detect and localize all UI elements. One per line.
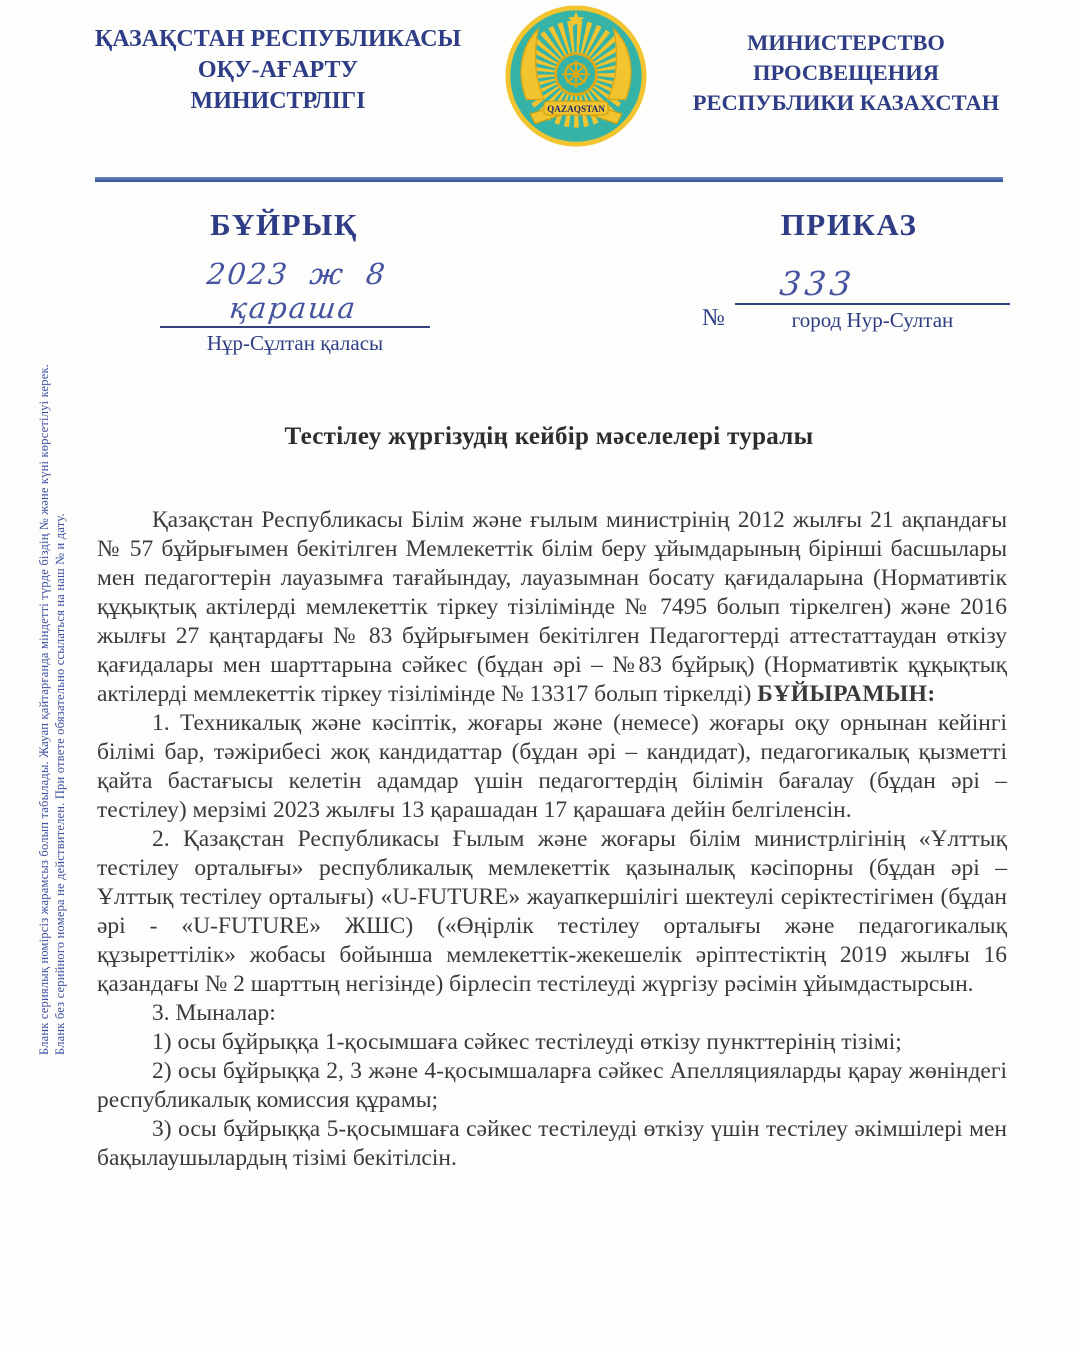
paragraph-item-2: 2. Қазақстан Республикасы Ғылым және жоғары білім министрлігінің «Ұлттық тестілеу орталығы» республикалық мемлекеттік қазыналық кәсіпорны (бұдан әрі – Ұлттық тестілеу орталығы) «U-FUTURE» жауапкершілігі шектеулі серіктестігімен (бұдан әрі - «U-FUTURE» ЖШС) («Өңірлік тестілеу орталығы және педагогикалық құзыреттілік» жобасы бойынша мемлекеттік-жекешелік әріптестіктің 2019 жылғы 16 қазандағы № 2 шарттың негізінде) бірлесіп тестілеуді жүргізу рәсімін ұйымдастырсын. [97, 826, 1007, 997]
ministry-name-russian-line3: РЕСПУБЛИКИ КАЗАХСТАН [692, 90, 1000, 115]
serial-blank-note-kk: Бланк сериялық номірсіз жарамсыз болып табылады. Жауап қайтарғанда міндетті түрде біздің № және күні көрсетілуі керек. [37, 363, 51, 1055]
ministry-name-russian-line2: ПРОСВЕЩЕНИЯ [752, 60, 940, 85]
handwritten-date: 2023 ж 8 қараша [205, 257, 389, 325]
document-body [97, 506, 1007, 1173]
order-block-kazakh [138, 207, 430, 356]
ministry-name-kazakh [92, 24, 464, 117]
handwritten-order-number: 333 [777, 264, 858, 303]
paragraph-preamble [97, 506, 1007, 709]
paragraph-item-3: 3. Мыналар: [152, 1000, 276, 1026]
paragraph-subitem-1: 1) осы бұйрыққа 1-қосымшаға сәйкес тестілеуді өткізу пункттерінің тізімі; [152, 1029, 902, 1055]
ministry-name-kazakh-line3: МИНИСТРЛІГІ [190, 88, 366, 114]
preamble-text: Қазақстан Республикасы Білім және ғылым министрінің 2012 жылғы 21 ақпандағы № 57 бұйрығымен бекітілген Мемлекеттік білім беру ұйымдарының бірінші басшылары мен педагогтерін лауазымға тағайындау, лауазымнан босату қағидаларына (Нормативтік құқықтық актілерді мемлекеттік тіркеу тізілімінде № 7495 болып тіркелген) және 2016 жылғы 27 қаңтардағы № 83 бұйрығымен бекітілген Педагогтерді аттестаттаудан өткізу қағидалары мен шарттарына сәйкес (бұдан әрі – №83 бұйрық) (Нормативтік құқықтық актілерді мемлекеттік тіркеу тізілімінде № 13317 болып тіркелді) [97, 507, 1007, 707]
paragraph-item-1: 1. Техникалық және кәсіптік, жоғары және (немесе) жоғары оқу орнынан кейінгі білімі бар, тәжірибесі жоқ кандидаттар (бұдан әрі – кандидат), педагогикалық қызметті қайта бастағысы келетін адамдар үшін педагогтердің білімін бағалау (бұдан әрі – тестілеу) мерзімі 2023 жылғы 13 қарашадан 17 қарашаға дейін белгіленсін. [97, 710, 1007, 823]
serial-blank-note-ru: Бланк без серийного номера не действителен. При ответе обязательно ссылаться на наш № и дату. [53, 513, 67, 1055]
order-title-russian: ПРИКАЗ [780, 207, 918, 242]
ministry-name-kazakh-line2: ОҚУ-АҒАРТУ [197, 57, 359, 83]
emblem-caption: QAZAQSTAN [547, 104, 605, 115]
ministry-name-russian-line1: МИНИСТЕРСТВО [747, 30, 945, 55]
number-sign: № [702, 305, 725, 331]
order-place-russian: город Нур-Султан [791, 308, 954, 332]
header-divider-line [95, 177, 1003, 182]
ministry-name-kazakh-line1: ҚАЗАҚСТАН РЕСПУБЛИКАСЫ [94, 26, 462, 52]
ministry-name-russian [676, 28, 1016, 118]
serial-blank-note [36, 363, 68, 1055]
order-date-field [160, 257, 430, 328]
order-place-kazakh: Нұр-Сұлтан қаласы [206, 331, 384, 355]
order-number-row [688, 264, 1010, 333]
preamble-order-word: БҰЙЫРАМЫН: [757, 681, 936, 707]
order-number-line [735, 264, 1010, 305]
kazakhstan-coat-of-arms-icon [503, 4, 649, 150]
paragraph-subitem-3: 3) осы бұйрыққа 5-қосымшаға сәйкес тестілеуді өткізу үшін тестілеу әкімшілері мен бақылаушылардың тізімі бекітілсін. [97, 1116, 1007, 1171]
order-block-russian [688, 207, 1010, 333]
order-title-kazakh: БҰЙРЫҚ [210, 207, 358, 242]
document-title: Тестілеу жүргізудің кейбір мәселелері туралы [284, 423, 814, 450]
order-number-field [735, 264, 1010, 333]
paragraph-subitem-2: 2) осы бұйрыққа 2, 3 және 4-қосымшаларға сәйкес Апелляцияларды қарау жөніндегі республикалық комиссия құрамы; [97, 1058, 1007, 1113]
